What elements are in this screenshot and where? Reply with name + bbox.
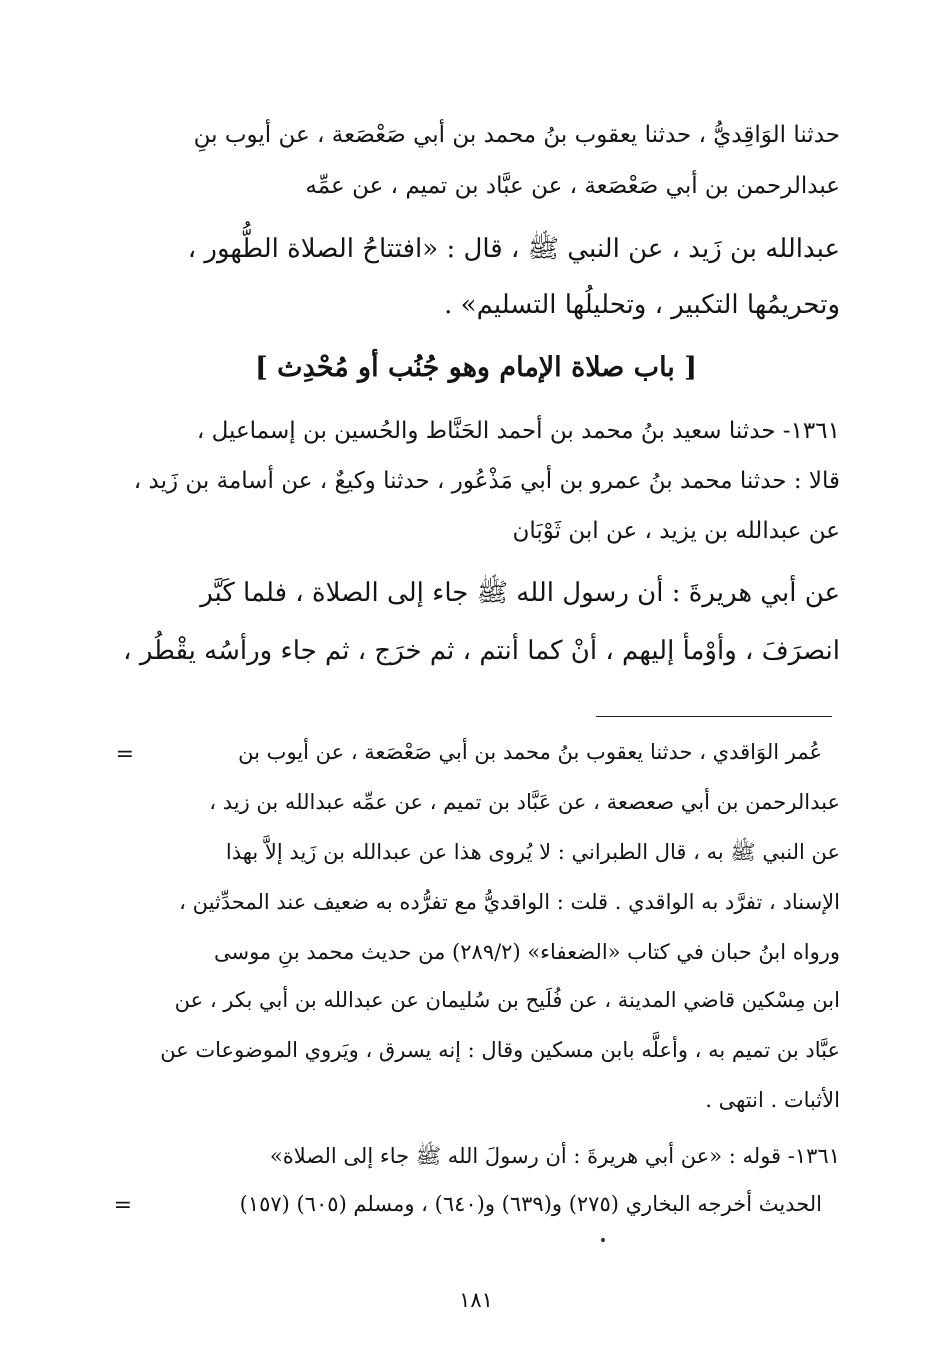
isnad-1361-line-3: عن عبدالله بن يزيد ، عن ابن ثَوْبَان — [512, 518, 840, 544]
page-number: ١٨١ — [459, 1288, 493, 1312]
section-heading: [ باب صلاة الإمام وهو جُنُب أو مُحْدِث ] — [255, 352, 697, 383]
footnote-1361-line-1: ١٣٦١- قوله : «عن أبي هريرةَ : أن رسولَ الله ﷺ جاء إلى الصلاة» — [269, 1144, 840, 1168]
hadith-1361-line-2: انصرَفَ ، وأوْمأ إليهم ، أنْ كما أنتم ، ثم خرَج ، ثم جاء ورأسُه يقْطُر ، — [123, 636, 840, 666]
footnote-tail-marker: = — [113, 1193, 132, 1218]
footnote-1361-line-2: الحديث أخرجه البخاري (٢٧٥) و(٦٣٩) و(٦٤٠) ، ومسلم (٦٠٥) (١٥٧) — [239, 1192, 822, 1216]
isnad-line-2: عبدالرحمن بن أبي صَعْصَعة ، عن عبَّاد بن تميم ، عن عمِّه — [305, 173, 840, 199]
footnote-line-4: الإسناد ، تفرَّد به الواقدي . قلت : الواقديُّ مع تفرُّده به ضعيف عند المحدِّثين ، — [179, 890, 840, 914]
footnote-line-1: عُمر الوَاقدي ، حدثنا يعقوب بنُ محمد بن أبي صَعْصَعة ، عن أيوب بن — [238, 740, 822, 764]
isnad-1361-line-2: قالا : حدثنا محمد بنُ عمرو بن أبي مَذْعُور ، حدثنا وكيعٌ ، عن أسامة بن زَيد ، — [133, 468, 840, 494]
footnote-line-6: ابن مِسْكين قاضي المدينة ، عن فُلَيح بن سُليمان عن عبدالله بن أبي بكر ، عن — [174, 988, 840, 1012]
footnote-continuation-marker: = — [115, 742, 134, 767]
hadith-line-1: عبدالله بن زَيد ، عن النبي ﷺ ، قال : «افتتاحُ الصلاة الطُّهور ، — [187, 234, 840, 264]
isnad-line-1: حدثنا الوَاقِديُّ ، حدثنا يعقوب بنُ محمد بن أبي صَعْصَعة ، عن أيوب بنِ — [193, 122, 840, 148]
footnote-line-7: عبَّاد بن تميم به ، وأعلَّه بابن مسكين وقال : إنه يسرق ، ويَروي الموضوعات عن — [160, 1038, 840, 1062]
isnad-1361-line-1: ١٣٦١- حدثنا سعيد بنُ محمد بن أحمد الحَنَّاط والحُسين بن إسماعيل ، — [196, 418, 840, 444]
footnote-separator — [596, 716, 832, 717]
hadith-1361-line-1: عن أبي هريرةَ : أن رسول الله ﷺ جاء إلى الصلاة ، فلما كَبَّر — [200, 578, 840, 608]
ink-speck — [601, 1238, 605, 1242]
footnote-line-5: ورواه ابنُ حبان في كتاب «الضعفاء» (٢٨٩/٢) من حديث محمد بنِ موسى — [213, 940, 840, 964]
footnote-line-3: عن النبي ﷺ به ، قال الطبراني : لا يُروى هذا عن عبدالله بن زَيد إلاَّ بهذا — [225, 840, 840, 864]
footnote-line-2: عبدالرحمن بن أبي صعصعة ، عن عَبَّاد بن تميم ، عن عمِّه عبدالله بن زيد ، — [209, 790, 840, 814]
footnote-line-8: الأثبات . انتهى . — [705, 1088, 840, 1112]
hadith-line-2: وتحريمُها التكبير ، وتحليلُها التسليم» . — [444, 290, 840, 320]
